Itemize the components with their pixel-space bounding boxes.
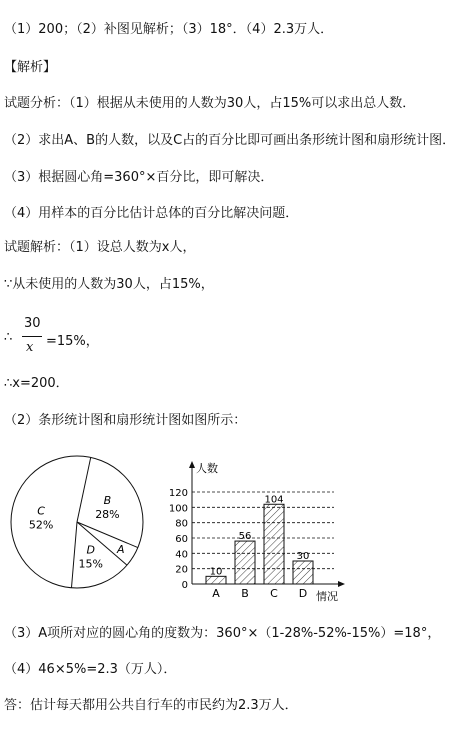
x-tick-label: A: [212, 587, 220, 600]
fraction-result: =15%，: [46, 334, 99, 349]
y-tick-label: 0: [181, 580, 188, 591]
pie-slice-value-b: 28%: [95, 508, 120, 522]
y-tick-label: 20: [175, 564, 188, 576]
bar-a: [206, 576, 226, 584]
bar-value-label: 30: [296, 551, 310, 562]
bar-value-label: 56: [238, 531, 252, 543]
analysis-line-2: （2）求出A、B的人数，以及C占的百分比即可画出条形统计图和扇形统计图．: [4, 133, 456, 148]
pie-slice-boundary: [71, 522, 77, 588]
fraction-bar: [22, 336, 42, 337]
pie-slice-label-c: C: [37, 504, 45, 518]
solution-line-4: （4）46×5%=2.3（万人）．: [4, 662, 177, 677]
y-tick-label: 120: [168, 488, 188, 499]
x-tick-label: D: [298, 587, 308, 600]
pie-slice-label-d: D: [86, 543, 95, 557]
pie-chart: [4, 448, 164, 598]
bar-value-label: 10: [209, 566, 223, 578]
bar-b: [235, 541, 255, 584]
solution-charts-intro: （2）条形统计图和扇形统计图如图所示：: [4, 413, 247, 428]
fraction-equation: [4, 316, 124, 360]
bar-chart: [166, 452, 346, 602]
bar-c: [264, 504, 284, 584]
bar-d: [293, 561, 313, 584]
pie-slice-label-a: A: [116, 543, 125, 557]
x-axis-label: 情况: [316, 590, 338, 602]
solution-x-value: ∴x=200．: [4, 376, 69, 391]
analysis-line-3: （3）根据圆心角=360°×百分比，即可解决．: [4, 170, 274, 185]
y-tick-label: 60: [175, 534, 188, 545]
pie-slice-value-d: 15%: [78, 557, 103, 571]
pie-slice-label-b: B: [103, 494, 112, 508]
y-axis-label: 人数: [196, 462, 218, 475]
fraction-denominator: x: [26, 340, 34, 355]
therefore-symbol: ∴: [4, 330, 13, 345]
y-tick-label: 40: [175, 549, 188, 561]
fraction-numerator: 30: [24, 316, 41, 331]
y-tick-label: 80: [175, 518, 188, 530]
x-tick-label: C: [270, 587, 278, 600]
x-axis-arrow: [338, 581, 345, 587]
solution-line-3: （3）A项所对应的圆心角的度数为：360°×（1-28%-52%-15%）=18°，: [4, 626, 441, 641]
solution-line-1: 试题解析：（1）设总人数为x人，: [4, 240, 196, 255]
y-axis-arrow: [189, 461, 195, 468]
analysis-line-4: （4）用样本的百分比估计总体的百分比解决问题．: [4, 206, 299, 221]
x-tick-label: B: [241, 587, 249, 600]
answer-summary: （1）200；（2）补图见解析；（3）18°．（4）2.3万人．: [4, 22, 334, 37]
y-tick-label: 100: [168, 503, 188, 515]
analysis-line-1: 试题分析：（1）根据从未使用的人数为30人，占15%可以求出总人数．: [4, 96, 416, 111]
pie-slice-value-c: 52%: [28, 518, 54, 532]
analysis-heading: 【解析】: [4, 60, 57, 75]
bar-value-label: 104: [264, 494, 284, 506]
pie-slice-boundary: [77, 457, 91, 522]
solution-line-2: ∵从未使用的人数为30人，占15%，: [4, 277, 214, 292]
final-answer: 答：估计每天都用公共自行车的市民约为2.3万人．: [4, 698, 298, 713]
